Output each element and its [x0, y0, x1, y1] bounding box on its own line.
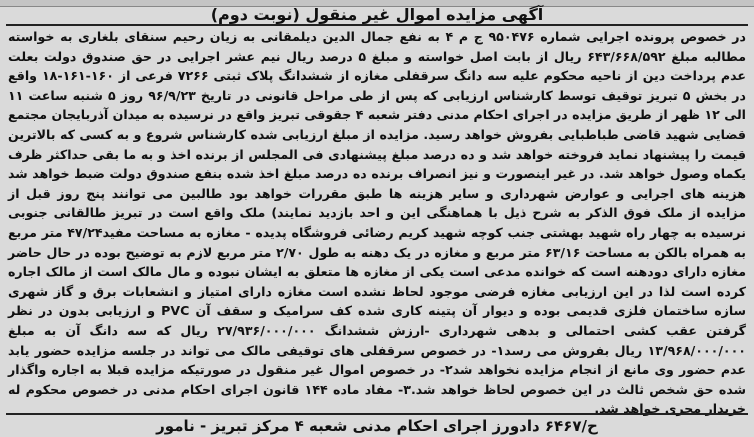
title-divider [6, 24, 748, 26]
notice-footer: ح/۶۴۶۷ دادورز اجرای احکام مدنی شعبه ۴ مرکز تبریز - نامور [156, 417, 598, 435]
notice-title: آگهی مزایده اموال غیر منقول (نوبت دوم) [210, 5, 544, 24]
notice-body: در خصوص پرونده اجرایی شماره ۹۵۰۴۷۶ ج م ۴ به نفع جمال الدین دیلمقانی به زیان رحیم سنقای بلغاری به خواسته مطالبه مبلغ ۶۴۳/۶۶۸/۵۹۲ ریال از بابت اصل خواسته و مبلغ ۵ درصد ریال نیم عشر اجرایی در حق صندوق دولت بعلت عدم پرداخت دین از ناحیه محکوم علیه سه دانگ سرقفلی مغازه از ششدانگ پلاک ثبتی ۷۲۶۶ فرعی از ۱۶۰-۱۶۱-۱۸ واقع در بخش ۵ تبریز توقیف توسط کارشناس ارزیابی که پس از طی مراحل قانونی در تاریخ ۹۶/۹/۲۳ روز ۵ شنبه ساعت ۱۱ الی ۱۲ ظهر از طریق مزایده در اجرای احکام مدنی دفتر شعبه ۴ جقوقی تبریز واقع در نرسیده به میدان آذربایجان مجتمع قضایی شهید قاضی طباطبایی بفروش خواهد رسید. مزایده از مبلغ ارزیابی شده کارشناس شروع و به کسی که بالاترین قیمت را پیشنهاد نماید فروخته خواهد شد و ده درصد مبلغ پیشنهادی فی المجلس از برنده اخذ و به ما بقی حداکثر ظرف یکماه وصول خواهد شد. در غیر اینصورت و نیز انصراف برنده ده درصد مبلغ اخذ شده بنفع صندوق دولت ضبط خواهد شد هزینه های اجرایی و عوارض شهرداری و سایر هزینه ها طبق مقررات خواهد بود طالبین می توانند پنج روز قبل از مزایده از ملک فوق الذکر به شرح ذیل با هماهنگی این و احد بازدید نمایند) ملک واقع است در تبریز طالقانی جنوبی نرسیده به چهار راه شهید بهشتی جنب کوچه شهید کریم رضائی فروشگاه پدیده - مغازه به مساحت مفید۴۷/۲۴ متر مربع به همراه بالکن به مساحت ۶۳/۱۶ متر مربع و مغازه در یک دهنه به طول ۲/۷۰ متر مربع لازم به توضیح بوده در حال حاضر مغازه دارای دودهنه است که خوانده مدعی است یکی از مغازه ها متعلق به ایشان نبوده و مال مالک است از مالک اجاره کرده است لذا در این ارزیابی مغازه فرضی موجود لحاظ نشده است مغازه دارای امتیاز و انشعابات برق و گاز شهری سازه ساختمان فلزی قدیمی بوده و دیوار آن پتینه کاری شده کف سرامیک و سقف آن PVC و ارزیابی بدون در نظر گرفتن عقب کشی احتمالی و بدهی شهرداری -ارزش ششدانگ ۲۷/۹۳۶/۰۰۰/۰۰۰ ریال که سه دانگ آن به مبلغ ۱۳/۹۶۸/۰۰۰/۰۰۰ ریال بفروش می رسد۱- در خصوص سرقفلی های توقیفی مالک می تواند در جلسه مزایده حضور یابد عدم حضور وی مانع از انجام مزایده نخواهد شد۲- در خصوص اموال غیر منقول در صورتیکه مزایده قبلا به اجاره واگذار شده حق شخص ثالث در این خصوص لحاظ خواهد شد.۳- مفاد ماده ۱۴۴ قانون اجرای احکام مدنی در خصوص محکوم له خریدار مجری خواهد شد. [8, 29, 747, 417]
